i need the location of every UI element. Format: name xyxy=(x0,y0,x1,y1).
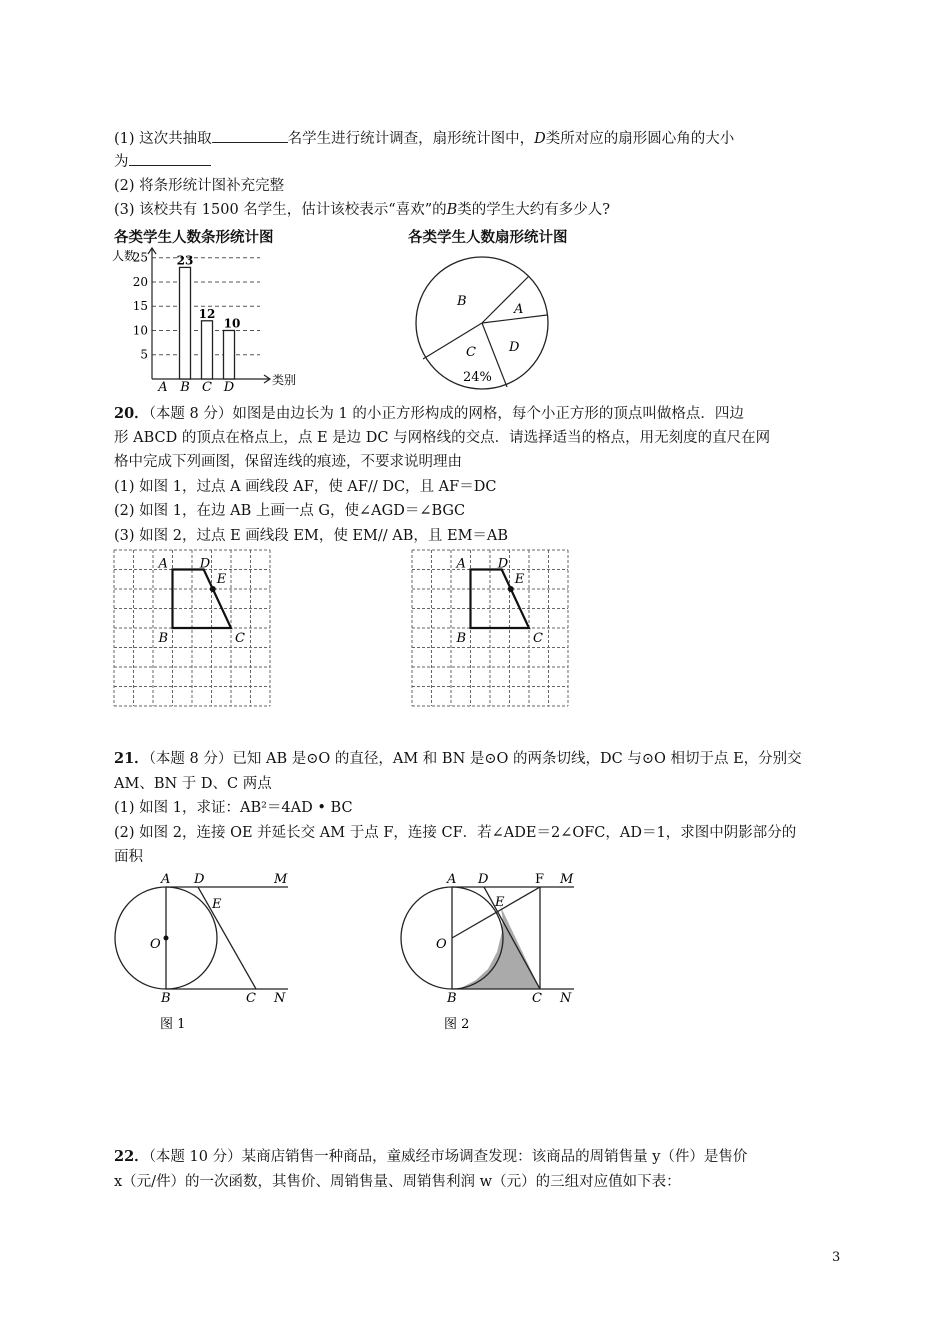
grid-figure-2 xyxy=(412,550,568,706)
point-e xyxy=(210,586,216,592)
vertex-label-e: E xyxy=(216,572,227,587)
grid-figure-1 xyxy=(114,550,270,706)
label-m: M xyxy=(560,872,574,887)
label-n: N xyxy=(274,991,286,1006)
label-o: O xyxy=(436,937,447,952)
vertex-label-d: D xyxy=(199,556,211,572)
x-axis-label: 类别 xyxy=(272,373,297,387)
bar-c xyxy=(202,321,213,379)
point-e xyxy=(508,586,514,592)
y-tick-label: 25 xyxy=(132,250,148,265)
x-tick-label: D xyxy=(223,380,235,395)
q21-heading: 21．（本题 8 分）已知 AB 是⊙O 的直径，AM 和 BN 是⊙O 的两条切线，DC 与⊙O 相切于点 E，分别交 xyxy=(114,750,802,767)
slice-label-d: D xyxy=(509,340,520,355)
q20-sub1: (1) 如图 1，过点 A 画线段 AF，使 AF// DC，且 AF＝DC xyxy=(114,479,497,495)
x-tick-label: C xyxy=(202,380,212,395)
bar-chart xyxy=(110,246,310,395)
q21-sub2-cont: 面积 xyxy=(114,849,143,865)
label-d: D xyxy=(194,872,205,887)
label-e: E xyxy=(212,897,222,912)
q20-line2: 形 ABCD 的顶点在格点上，点 E 是边 DC 与网格线的交点．请选择适当的格点，用无刻度的直尺在网 xyxy=(114,430,771,446)
vertex-label-e: E xyxy=(514,572,525,587)
q22-line2: x（元/件）的一次函数，其售价、周销售量、周销售利润 w（元）的三组对应值如下表： xyxy=(114,1174,681,1190)
vertex-label-c: C xyxy=(235,631,245,646)
q19-part1: (1) 这次共抽取 名学生进行统计调查，扇形统计图中，D类所对应的扇形圆心角的大小 xyxy=(114,128,734,149)
vertex-label-a: A xyxy=(456,556,466,572)
bar-value-label: 10 xyxy=(223,316,241,331)
bar-value-label: 12 xyxy=(198,306,216,321)
q21-line2: AM、BN 于 D、C 两点 xyxy=(114,776,272,792)
q21-sub1: (1) 如图 1，求证：AB²＝4AD • BC xyxy=(114,800,353,816)
q20-sub3: (3) 如图 2，过点 E 画线段 EM，使 EM// AB，且 EM＝AB xyxy=(114,528,509,544)
pie-chart xyxy=(415,253,555,393)
slice-percent-c: 24% xyxy=(463,370,492,385)
label-a: A xyxy=(447,872,457,887)
label-d: D xyxy=(478,872,489,887)
circle-figure-1 xyxy=(108,868,308,1038)
label-a: A xyxy=(161,872,171,887)
vertex-label-d: D xyxy=(497,556,509,572)
vertex-label-c: C xyxy=(533,631,543,646)
q19-part2: (2) 将条形统计图补充完整 xyxy=(114,178,285,194)
figure-1-caption: 图 1 xyxy=(160,1017,186,1032)
y-tick-label: 20 xyxy=(132,274,148,289)
q20-line3: 格中完成下列画图，保留连线的痕迹，不要求说明理由 xyxy=(114,454,462,470)
figure-2-caption: 图 2 xyxy=(444,1017,470,1032)
tangent-dc xyxy=(198,887,256,989)
slice-label-b: B xyxy=(457,294,467,309)
page-number: 3 xyxy=(832,1250,841,1265)
label-e: E xyxy=(495,895,505,910)
label-o: O xyxy=(150,937,161,952)
q19-part1-cont: 为 xyxy=(114,151,211,172)
label-c: C xyxy=(246,991,256,1006)
slice-label-a: A xyxy=(514,302,524,317)
q19-part3: (3) 该校共有 1500 名学生，估计该校表示“喜欢”的B类的学生大约有多少人? xyxy=(114,202,611,218)
label-n: N xyxy=(560,991,572,1006)
y-tick-label: 10 xyxy=(132,323,148,338)
center-point xyxy=(164,936,169,941)
pie-chart-title: 各类学生人数扇形统计图 xyxy=(408,230,568,246)
label-f: F xyxy=(535,872,545,887)
label-b: B xyxy=(161,991,171,1006)
answer-blank[interactable] xyxy=(212,128,288,143)
vertex-label-a: A xyxy=(158,556,168,572)
q21-sub2: (2) 如图 2，连接 OE 并延长交 AM 于点 F，连接 CF．若∠ADE＝2∠OFC，AD＝1，求图中阴影部分的 xyxy=(114,825,797,841)
x-tick-label: A xyxy=(158,380,168,395)
label-m: M xyxy=(274,872,288,887)
label-c: C xyxy=(532,991,542,1006)
q20-heading: 20．（本题 8 分）如图是由边长为 1 的小正方形构成的网格，每个小正方形的顶点叫做格点．四边 xyxy=(114,405,744,422)
bar-d xyxy=(224,330,235,379)
y-axis-label: 人数 xyxy=(112,249,137,263)
bar-value-label: 23 xyxy=(176,253,194,268)
shaded-region xyxy=(452,901,540,989)
vertex-label-b: B xyxy=(456,631,467,646)
vertex-label-b: B xyxy=(158,631,169,646)
circle-figure-2 xyxy=(394,868,594,1038)
y-tick-label: 15 xyxy=(132,299,148,314)
q22-heading: 22．（本题 10 分）某商店销售一种商品，童威经市场调查发现：该商品的周销售量 y（件）是售价 xyxy=(114,1148,748,1165)
x-tick-label: B xyxy=(180,380,190,395)
bar-chart-title: 各类学生人数条形统计图 xyxy=(114,230,274,246)
slice-label-c: C xyxy=(466,345,476,360)
bar-b xyxy=(180,267,191,379)
answer-blank[interactable] xyxy=(129,151,211,166)
label-b: B xyxy=(447,991,457,1006)
y-tick-label: 5 xyxy=(140,347,148,362)
q20-sub2: (2) 如图 1，在边 AB 上画一点 G，使∠AGD＝∠BGC xyxy=(114,503,466,519)
